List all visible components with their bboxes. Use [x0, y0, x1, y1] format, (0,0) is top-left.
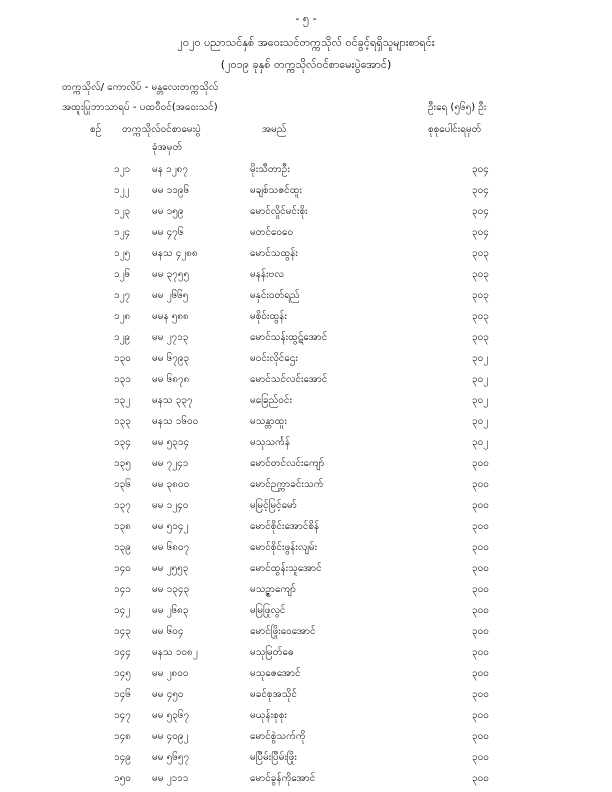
column-header-roll-line2: ခုံအမှတ်: [152, 142, 183, 153]
roll-number: မနသ ၁၆၀၀: [152, 416, 199, 427]
row-number: ၁၃၆: [114, 479, 131, 490]
total-score: ၃၀၀: [472, 731, 489, 742]
roll-number: မမ ၁၂၄၀: [152, 500, 189, 511]
roll-number: မမ ၅၃၆၇: [152, 710, 190, 721]
total-count-label: ဦးရေ (၅၆၅) ဦး: [428, 102, 487, 113]
total-score: ၃၀၃: [472, 269, 489, 280]
table-row: [0, 771, 612, 792]
table-row: [0, 477, 612, 498]
roll-number: မနသ ၄၂၈၈: [152, 248, 198, 259]
total-score: ၃၀၀: [472, 458, 489, 469]
table-row: [0, 603, 612, 624]
roll-number: မမ ၇၂၄၁: [152, 458, 189, 469]
row-number: ၁၄၆: [114, 689, 131, 700]
row-number: ၁၄၀: [114, 563, 131, 574]
roll-number: မမ ၆၀၄: [152, 626, 184, 637]
student-name: မမြင့်မြင့်မော်: [250, 500, 297, 511]
table-row: [0, 267, 612, 288]
row-number: ၁၃၇: [114, 500, 131, 511]
student-name: မဝင်းလိုင်ဌေး: [250, 353, 298, 364]
row-number: ၁၂၆: [114, 269, 131, 280]
student-name: မောင်သင်လင်းအောင်: [250, 374, 328, 385]
row-number: ၁၄၂: [114, 605, 131, 616]
student-name: မောင်တင်လင်းကျော်: [250, 458, 325, 469]
total-score: ၃၀၄: [472, 164, 489, 175]
student-name: မခြေည်ဝင်း: [250, 395, 293, 406]
table-row: [0, 288, 612, 309]
page-number: - ၅ -: [295, 12, 317, 25]
roll-number: မနသ ၁၀၈၂: [152, 647, 198, 658]
table-row: [0, 561, 612, 582]
table-row: [0, 456, 612, 477]
roll-number: မမ ၁၃၄၃: [152, 584, 190, 595]
table-row: [0, 708, 612, 729]
student-name: မတင်ဝေဝေ: [250, 227, 294, 238]
roll-number: မမ ၄၀၉၂: [152, 731, 189, 742]
university-label: တက္ကသိုလ်/ ကောလိပ် - မန္တလေးတက္ကသိုလ်: [62, 82, 219, 93]
row-number: ၁၃၁: [114, 374, 131, 385]
student-name: မသုဇေအောင်: [250, 668, 301, 679]
row-number: ၁၃၉: [114, 542, 131, 553]
roll-number: မမ ၄၅၀: [152, 689, 184, 700]
row-number: ၁၂၅: [114, 248, 131, 259]
roll-number: မမ ၆၈၀၇: [152, 542, 190, 553]
total-score: ၃၀၃: [472, 332, 489, 343]
roll-number: မမ ၂၇၁၃: [152, 332, 189, 343]
table-row: [0, 330, 612, 351]
column-header-no: စဉ်: [90, 124, 102, 135]
row-number: ၁၂၁: [114, 164, 131, 175]
student-name: မောင်လှိုင်မင်းစိုး: [250, 206, 308, 217]
student-name: မောင်သထွန်း: [250, 248, 298, 259]
row-number: ၁၃၄: [114, 437, 131, 448]
total-score: ၃၀၀: [472, 689, 489, 700]
row-number: ၁၃၀: [114, 353, 131, 364]
row-number: ၁၄၇: [114, 710, 131, 721]
total-score: ၃၀၃: [472, 248, 489, 259]
total-score: ၃၀၀: [472, 542, 489, 553]
total-score: ၃၀၂: [472, 395, 489, 406]
table-row: [0, 750, 612, 771]
total-score: ၃၀၂: [472, 416, 489, 427]
student-name: မောင်ခွန်ကိုအောင်: [250, 773, 316, 784]
results-table: [0, 162, 612, 792]
row-number: ၁၃၂: [114, 395, 131, 406]
table-row: [0, 729, 612, 750]
student-name: မောင်စွဲသက်ကို: [250, 731, 306, 742]
table-row: [0, 582, 612, 603]
roll-number: မနသ ၃၃၇: [152, 395, 193, 406]
student-name: မသုမြတ်ဓေ: [250, 647, 294, 658]
total-score: ၃၀၃: [472, 311, 489, 322]
table-row: [0, 414, 612, 435]
row-number: ၁၃၈: [114, 521, 131, 532]
student-name: မမြဖြုလွင်: [250, 605, 286, 616]
student-name: မောင်ဖြိုးဝေအောင်: [250, 626, 316, 637]
row-number: ၁၄၅: [114, 668, 131, 679]
document-subtitle: (၂၀၁၉ ခုနှစ် တက္ကသိုလ်ဝင်စာမေးပွဲအောင်): [220, 58, 392, 71]
row-number: ၁၃၅: [114, 458, 131, 469]
table-row: [0, 435, 612, 456]
total-score: ၃၀၀: [472, 479, 489, 490]
total-score: ၃၀၄: [472, 227, 489, 238]
row-number: ၁၄၉: [114, 752, 131, 763]
table-row: [0, 246, 612, 267]
table-row: [0, 645, 612, 666]
row-number: ၁၄၄: [114, 647, 131, 658]
table-row: [0, 225, 612, 246]
total-score: ၃၀၀: [472, 773, 489, 784]
column-header-name: အမည်: [262, 124, 287, 135]
row-number: ၁၂၂: [114, 185, 130, 196]
student-name: မောင်ထွန်းသူအောင်: [250, 563, 322, 574]
roll-number: မမ ၁၁၉၆: [152, 185, 190, 196]
student-name: မသုသင်္ကန်: [250, 437, 291, 448]
table-row: [0, 204, 612, 225]
roll-number: မမ ၂၈၀၀: [152, 668, 189, 679]
table-row: [0, 666, 612, 687]
total-score: ၃၀၀: [472, 500, 489, 511]
table-row: [0, 309, 612, 330]
student-name: မိုးသီတာဦး: [250, 164, 290, 175]
table-row: [0, 519, 612, 540]
student-name: မသန္တာထူး: [250, 416, 287, 427]
student-name: မနန်းဗလ: [250, 269, 284, 280]
roll-number: မမ ၂၆၆၅: [152, 290, 189, 301]
total-score: ၃၀၀: [472, 605, 489, 616]
table-row: [0, 183, 612, 204]
row-number: ၁၄၃: [114, 626, 131, 637]
roll-number: မမ ၂၁၁၁: [152, 773, 189, 784]
total-score: ၃၀၄: [472, 185, 489, 196]
roll-number: မမ ၂၅၅၃: [152, 563, 189, 574]
row-number: ၁၄၁: [114, 584, 131, 595]
row-number: ၁၂၈: [114, 311, 131, 322]
total-score: ၃၀၀: [472, 584, 489, 595]
roll-number: မန ၁၂၈၇: [152, 164, 188, 175]
row-number: ၁၅၀: [114, 773, 131, 784]
table-row: [0, 687, 612, 708]
table-row: [0, 162, 612, 183]
student-name: မောင်ဉက္ကာခင်းသက်: [250, 479, 324, 490]
table-row: [0, 351, 612, 372]
roll-number: မမ ၆၇၉၃: [152, 353, 190, 364]
roll-number: မမန ၅၈၈: [152, 311, 189, 322]
row-number: ၁၂၄: [114, 227, 131, 238]
row-number: ၁၂၃: [114, 206, 131, 217]
row-number: ၁၂၇: [114, 290, 131, 301]
student-name: မစိုဝ်းထွန်း: [250, 311, 287, 322]
column-header-total: စုစုပေါင်းရမှတ်: [428, 124, 482, 135]
specialization-label: အထူးပြုဘာသာရပ် - ပထဝီဝင်(အဝေးသင်): [62, 102, 218, 113]
column-header-roll: တက္ကသိုလ်ဝင်စာမေးပွဲ: [122, 124, 201, 135]
student-name: မနှင်းဝတ်ရည်: [250, 290, 300, 301]
student-name: မယုန်းစုစုး: [250, 710, 287, 721]
roll-number: မမ ၂၆၈၃: [152, 605, 189, 616]
total-score: ၃၀၂: [472, 353, 489, 364]
roll-number: မမ ၅၃၁၄: [152, 437, 190, 448]
roll-number: မမ ၅၆၅၇: [152, 752, 190, 763]
total-score: ၃၀၀: [472, 710, 489, 721]
roll-number: မမ ၅၁၄၂: [152, 521, 189, 532]
student-name: မချစ်သဇင်ထူး: [250, 185, 302, 196]
student-name: မောင်စိုင်းဖွန်းလျမ်း: [250, 542, 318, 553]
total-score: ၃၀၀: [472, 752, 489, 763]
total-score: ၃၀၀: [472, 626, 489, 637]
roll-number: မမ ၃၈၀၀: [152, 479, 190, 490]
row-number: ၁၄၈: [114, 731, 131, 742]
row-number: ၁၂၉: [114, 332, 131, 343]
student-name: မခင်စုအသိုင်: [250, 689, 297, 700]
document-title: ၂၀၂၀ ပညာသင်နှစ် အဝေးသင်တက္ကသိုလ် ဝင်ခွင့်ရရှိသူများစာရင်း: [177, 36, 435, 49]
table-row: [0, 393, 612, 414]
table-row: [0, 540, 612, 561]
total-score: ၃၀၀: [472, 647, 489, 658]
total-score: ၃၀၂: [472, 374, 489, 385]
table-row: [0, 372, 612, 393]
total-score: ၃၀၀: [472, 668, 489, 679]
student-name: မောင်စိုင်းအောင်စိန်: [250, 521, 320, 532]
roll-number: မမ ၆၈၇၈: [152, 374, 190, 385]
roll-number: မမ ၄၇၆: [152, 227, 184, 238]
row-number: ၁၃၃: [114, 416, 131, 427]
total-score: ၃၀၂: [472, 437, 489, 448]
total-score: ၃၀၃: [472, 290, 489, 301]
table-row: [0, 498, 612, 519]
student-name: မပြီမ်းပြီမ်းဖြိုး: [250, 752, 297, 763]
total-score: ၃၀၀: [472, 521, 489, 532]
table-row: [0, 624, 612, 645]
student-name: မောင်သန်းထွဋ်အောင်: [250, 332, 328, 343]
total-score: ၃၀၀: [472, 563, 489, 574]
student-name: မသဥ္ဇာကျော်: [250, 584, 296, 595]
roll-number: မမ ၁၅၉: [152, 206, 184, 217]
total-score: ၃၀၄: [472, 206, 489, 217]
roll-number: မမ ၃၇၅၅: [152, 269, 190, 280]
